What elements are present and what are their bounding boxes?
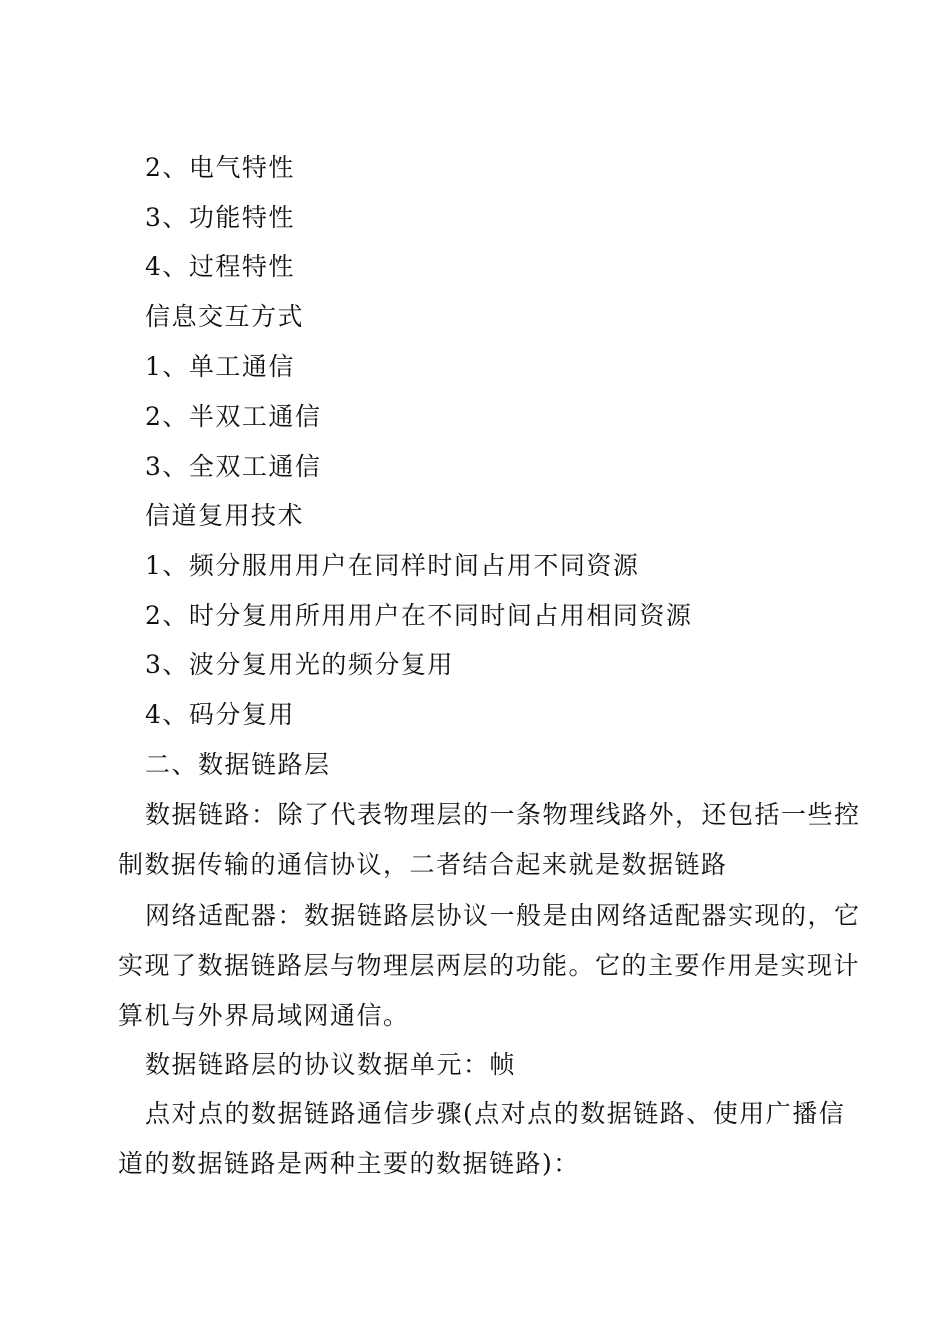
- item-half-duplex: 2、半双工通信: [145, 402, 322, 431]
- paragraph-data-link-line-1: 数据链路：除了代表物理层的一条物理线路外，还包括一些控: [145, 800, 861, 829]
- section-heading-multiplexing: 信道复用技术: [145, 501, 305, 530]
- paragraph-network-adapter-line-3: 算机与外界局域网通信。: [118, 1001, 410, 1030]
- item-tdm: 2、时分复用所用用户在不同时间占用相同资源: [145, 601, 693, 630]
- item-simplex: 1、单工通信: [145, 352, 295, 381]
- section-heading-data-link-layer: 二、数据链路层: [145, 750, 331, 779]
- item-electrical-characteristics: 2、电气特性: [145, 153, 295, 182]
- paragraph-p2p-steps-line-1: 点对点的数据链路通信步骤(点对点的数据链路、使用广播信: [145, 1099, 846, 1128]
- paragraph-network-adapter-line-2: 实现了数据链路层与物理层两层的功能。它的主要作用是实现计: [118, 951, 861, 980]
- item-wdm: 3、波分复用光的频分复用: [145, 650, 454, 679]
- section-heading-interaction-modes: 信息交互方式: [145, 302, 305, 331]
- item-full-duplex: 3、全双工通信: [145, 452, 322, 481]
- paragraph-network-adapter-line-1: 网络适配器：数据链路层协议一般是由网络适配器实现的，它: [145, 901, 861, 930]
- item-cdm: 4、码分复用: [145, 700, 295, 729]
- paragraph-data-link-line-2: 制数据传输的通信协议，二者结合起来就是数据链路: [118, 850, 728, 879]
- paragraph-pdu: 数据链路层的协议数据单元：帧: [145, 1050, 517, 1079]
- item-procedural-characteristics: 4、过程特性: [145, 252, 295, 281]
- paragraph-p2p-steps-line-2: 道的数据链路是两种主要的数据链路)：: [118, 1149, 580, 1178]
- item-functional-characteristics: 3、功能特性: [145, 203, 295, 232]
- item-fdm: 1、频分服用用户在同样时间占用不同资源: [145, 551, 640, 580]
